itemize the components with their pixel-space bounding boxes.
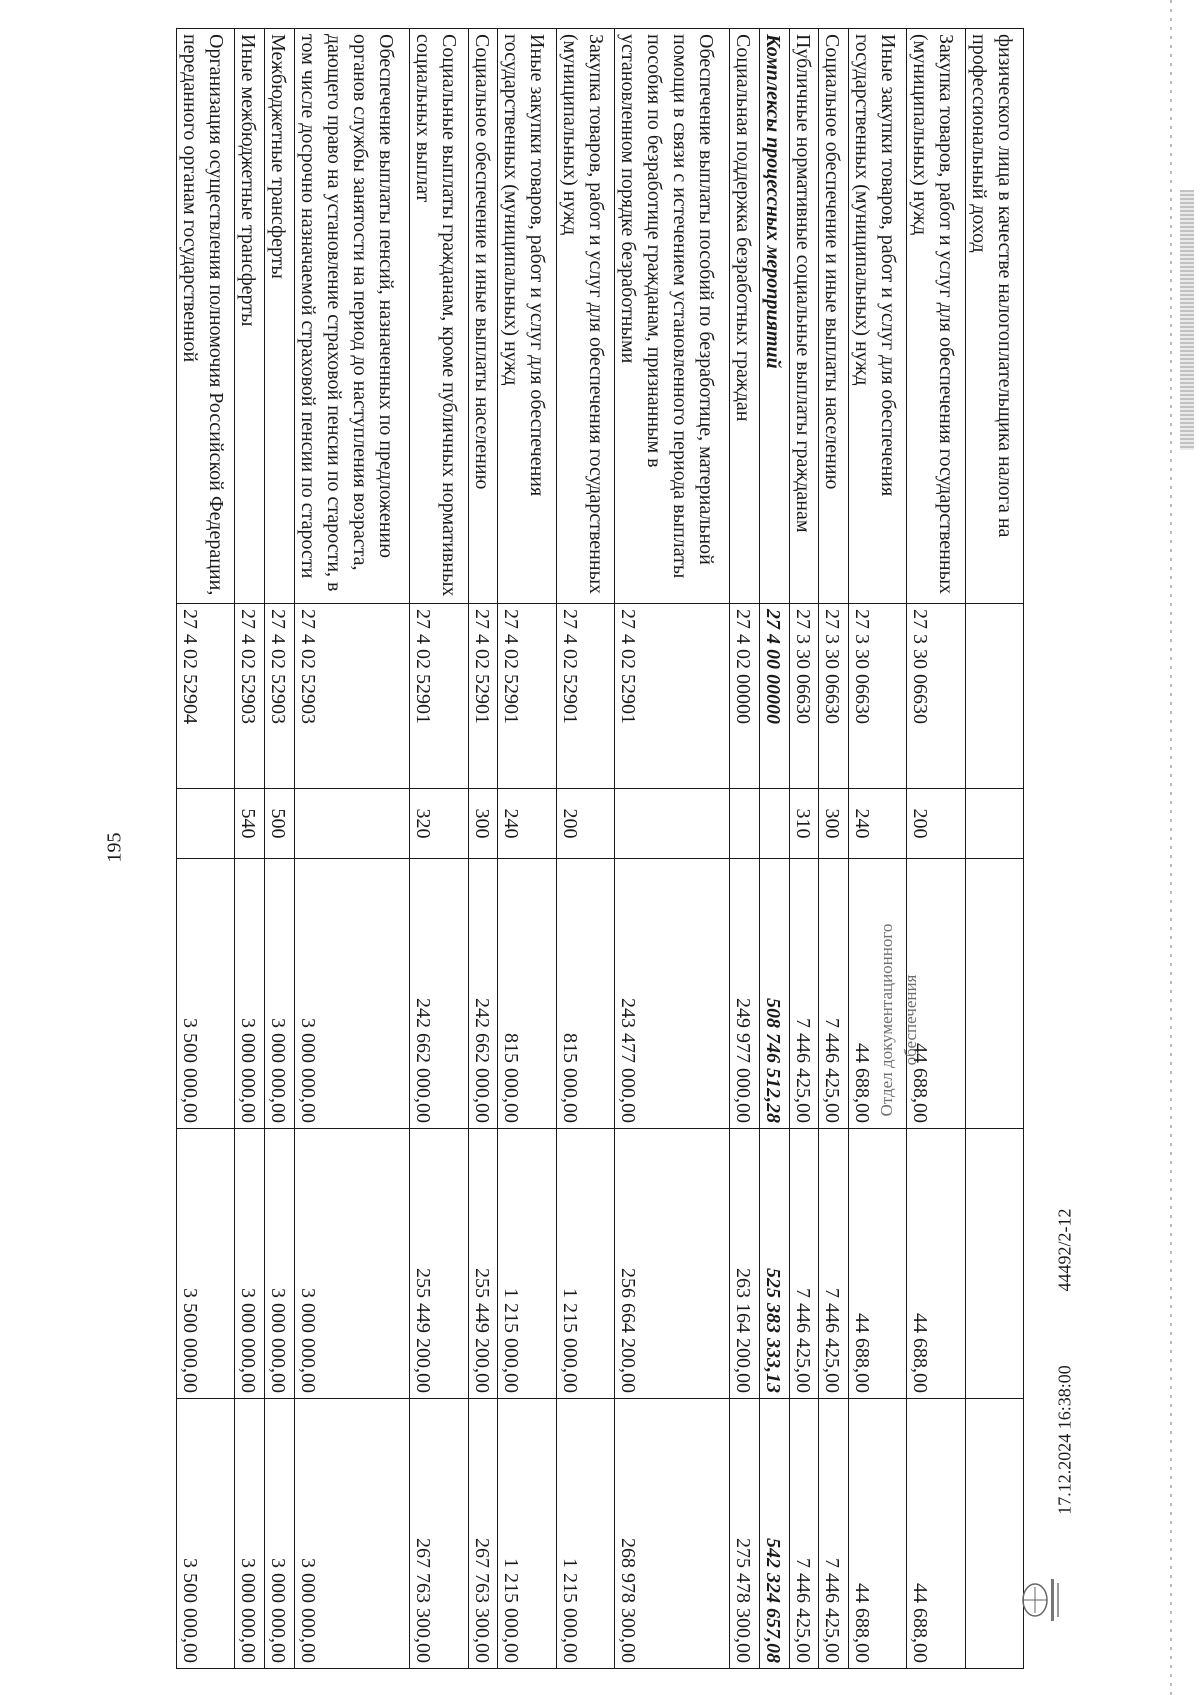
row-amount-year2-cell: 7 446 425,00 [789,1129,819,1399]
row-amount-year1-cell: 7 446 425,00 [819,859,849,1129]
row-amount-year2-cell: 3 000 000,00 [265,1129,295,1399]
row-code-cell: 27 3 30 06630 [849,604,907,789]
row-expense-type-cell: 320 [410,789,468,859]
row-code-cell [965,604,1023,789]
footer-date: 17.12.2024 16:38:00 [1054,1365,1075,1515]
row-amount-year1-cell: 815 000,00 [498,859,556,1129]
row-amount-year1-cell: 508 746 512,28 [760,859,790,1129]
row-expense-type-cell: 300 [819,789,849,859]
row-expense-type-cell: 240 [849,789,907,859]
row-name-cell: Комплексы процессных мероприятий [760,29,790,604]
row-amount-year1-cell: 3 000 000,00 [265,859,295,1129]
row-amount-year2-cell: 7 446 425,00 [819,1129,849,1399]
row-amount-year2-cell: 525 383 333,13 [760,1129,790,1399]
row-expense-type-cell: 200 [907,789,965,859]
row-amount-year2-cell: 256 664 200,00 [614,1129,730,1399]
row-name-cell: Публичные нормативные социальные выплаты гражданам [789,29,819,604]
row-amount-year3-cell: 1 215 000,00 [556,1399,614,1669]
row-code-cell: 27 4 02 52903 [235,604,265,789]
row-amount-year3-cell: 267 763 300,00 [468,1399,498,1669]
row-expense-type-cell [760,789,790,859]
row-amount-year1-cell: 242 662 000,00 [468,859,498,1129]
table-row [730,29,760,1669]
row-code-cell: 27 3 30 06630 [789,604,819,789]
row-code-cell: 27 3 30 06630 [819,604,849,789]
row-code-cell: 27 4 02 52901 [410,604,468,789]
organization-logo-icon [1015,1565,1065,1635]
footer-document-number: 44492/2-12 [1054,1208,1075,1292]
row-amount-year1-cell: 7 446 425,00 [789,859,819,1129]
row-amount-year1-cell: 3 000 000,00 [294,859,410,1129]
row-expense-type-cell [177,789,235,859]
row-code-cell: 27 4 02 52903 [294,604,410,789]
row-expense-type-cell: 300 [468,789,498,859]
row-amount-year2-cell: 255 449 200,00 [468,1129,498,1399]
row-amount-year3-cell: 3 000 000,00 [294,1399,410,1669]
row-name-cell: Иные закупки товаров, работ и услуг для обеспечения государственных (муниципальных) нужд [498,29,556,604]
row-expense-type-cell: 310 [789,789,819,859]
row-amount-year2-cell: 3 000 000,00 [294,1129,410,1399]
row-amount-year2-cell: 263 164 200,00 [730,1129,760,1399]
row-amount-year3-cell: 44 688,00 [849,1399,907,1669]
row-amount-year3-cell: 3 000 000,00 [265,1399,295,1669]
row-amount-year2-cell: 44 688,00 [849,1129,907,1399]
page-number: 195 [103,832,126,863]
row-name-cell: Межбюджетные трансферты [265,29,295,604]
row-name-cell: Обеспечение выплаты пособий по безработице, материальной помощи в связи с истечением установленного периода выплаты пособия по безработице гражданам, признанным в установленном порядке безработными [614,29,730,604]
row-name-cell: Социальное обеспечение и иные выплаты населению [468,29,498,604]
row-amount-year2-cell: 3 500 000,00 [177,1129,235,1399]
row-amount-year1-cell: 3 500 000,00 [177,859,235,1129]
row-expense-type-cell [614,789,730,859]
row-amount-year2-cell [965,1129,1023,1399]
department-stamp [875,820,935,1220]
row-expense-type-cell [730,789,760,859]
scan-edge-artifact [1170,0,1172,1695]
row-amount-year2-cell: 3 000 000,00 [235,1129,265,1399]
table-row [789,29,819,1669]
stamp-line-2: обеспечения [901,974,920,1066]
table-row [468,29,498,1669]
row-amount-year3-cell: 3 500 000,00 [177,1399,235,1669]
row-code-cell: 27 4 02 52901 [556,604,614,789]
table-row [410,29,468,1669]
row-amount-year3-cell: 7 446 425,00 [789,1399,819,1669]
row-amount-year1-cell: 249 977 000,00 [730,859,760,1129]
row-expense-type-cell: 200 [556,789,614,859]
table-row [235,29,265,1669]
row-code-cell: 27 3 30 06630 [907,604,965,789]
table-row [760,29,790,1669]
row-code-cell: 27 4 02 52903 [265,604,295,789]
row-amount-year1-cell: 3 000 000,00 [235,859,265,1129]
row-name-cell: Закупка товаров, работ и услуг для обеспечения государственных (муниципальных) нужд [556,29,614,604]
row-expense-type-cell: 500 [265,789,295,859]
row-code-cell: 27 4 02 00000 [730,604,760,789]
table-row [819,29,849,1669]
row-expense-type-cell [294,789,410,859]
table-row [294,29,410,1669]
row-name-cell: Социальная поддержка безработных граждан [730,29,760,604]
row-amount-year3-cell: 267 763 300,00 [410,1399,468,1669]
row-amount-year2-cell: 1 215 000,00 [556,1129,614,1399]
row-name-cell: физического лица в качестве налогоплательщика налога на профессиональный доход [965,29,1023,604]
row-code-cell: 27 4 00 00000 [760,604,790,789]
scan-margin-artifact [1180,190,1194,450]
row-expense-type-cell: 540 [235,789,265,859]
table-row [177,29,235,1669]
row-amount-year3-cell: 3 000 000,00 [235,1399,265,1669]
row-name-cell: Закупка товаров, работ и услуг для обеспечения государственных (муниципальных) нужд [907,29,965,604]
row-amount-year1-cell: 815 000,00 [556,859,614,1129]
row-amount-year2-cell: 44 688,00 [907,1129,965,1399]
row-amount-year2-cell: 1 215 000,00 [498,1129,556,1399]
table-row [498,29,556,1669]
row-amount-year3-cell: 268 978 300,00 [614,1399,730,1669]
table-row [614,29,730,1669]
stamp-line-1: Отдел документационного [877,923,896,1117]
row-amount-year3-cell: 7 446 425,00 [819,1399,849,1669]
row-amount-year3-cell: 44 688,00 [907,1399,965,1669]
row-amount-year3-cell: 542 324 657,08 [760,1399,790,1669]
row-name-cell: Иные межбюджетные трансферты [235,29,265,604]
row-amount-year2-cell: 255 449 200,00 [410,1129,468,1399]
row-amount-year1-cell: 242 662 000,00 [410,859,468,1129]
row-amount-year1-cell: 44 688,00 [849,859,907,1129]
row-expense-type-cell [965,789,1023,859]
row-name-cell: Социальные выплаты гражданам, кроме публичных нормативных социальных выплат [410,29,468,604]
row-name-cell: Социальное обеспечение и иные выплаты населению [819,29,849,604]
row-amount-year3-cell: 1 215 000,00 [498,1399,556,1669]
row-code-cell: 27 4 02 52901 [468,604,498,789]
row-amount-year1-cell [965,859,1023,1129]
row-code-cell: 27 4 02 52901 [498,604,556,789]
row-expense-type-cell: 240 [498,789,556,859]
row-amount-year3-cell: 275 478 300,00 [730,1399,760,1669]
row-code-cell: 27 4 02 52901 [614,604,730,789]
table-row [965,29,1023,1669]
table-row [265,29,295,1669]
row-name-cell: Организация осуществления полномочия Российской Федерации, переданного органам государственной [177,29,235,604]
table-row [556,29,614,1669]
row-amount-year1-cell: 44 688,00 [907,859,965,1129]
row-code-cell: 27 4 02 52904 [177,604,235,789]
row-name-cell: Обеспечение выплаты пенсий, назначенных по предложению органов службы занятости на период до наступления возраста, дающего право на установление страховой пенсии по старости, в том числе досрочно назначаемой страховой пенсии по старости [294,29,410,604]
row-amount-year1-cell: 243 477 000,00 [614,859,730,1129]
row-name-cell: Иные закупки товаров, работ и услуг для обеспечения государственных (муниципальных) нужд [849,29,907,604]
